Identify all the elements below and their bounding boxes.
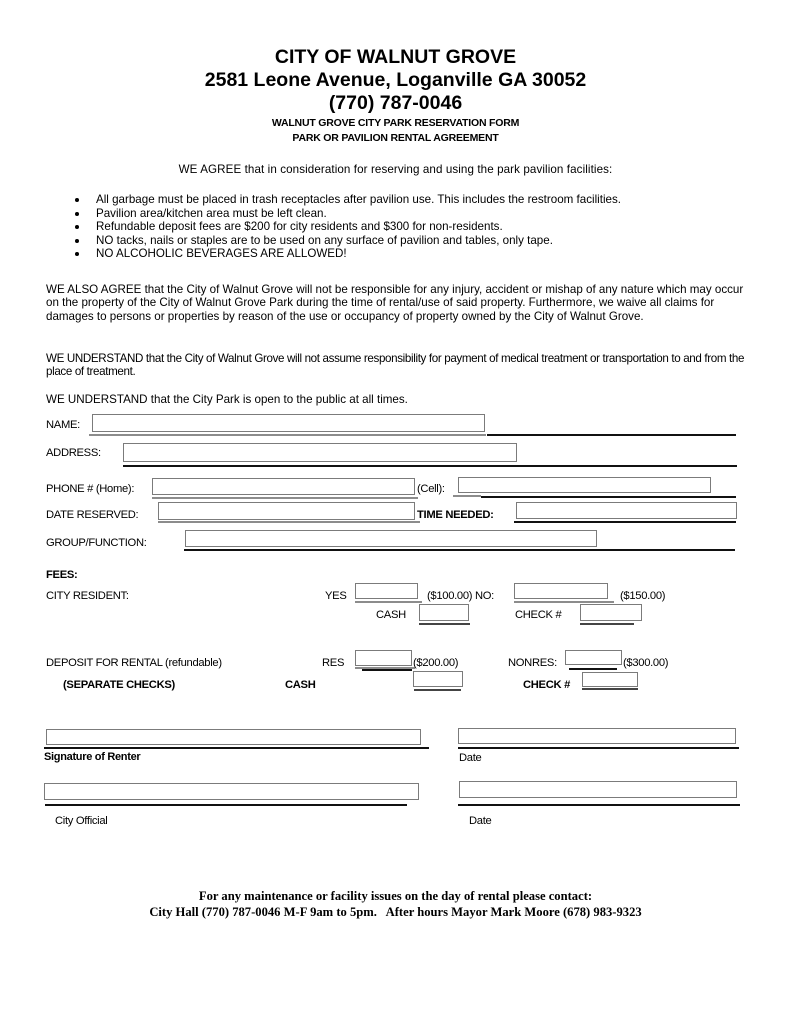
bullet-icon — [75, 225, 79, 229]
name-underline-ext — [487, 434, 736, 436]
date-reserved-label: DATE RESERVED: — [46, 509, 139, 521]
date-reserved-underline — [158, 521, 420, 523]
footer-contact-intro: For any maintenance or facility issues on the day of rental please contact: — [198, 889, 593, 903]
separate-checks-note: (SEPARATE CHECKS) — [63, 679, 175, 691]
renter-signature-input[interactable] — [46, 729, 421, 745]
resident-check-input[interactable] — [580, 604, 642, 621]
deposit-res-input[interactable] — [355, 650, 412, 666]
phone-cell-underline-ext — [481, 496, 736, 498]
phone-cell-input[interactable] — [458, 477, 711, 493]
resident-no-input[interactable] — [514, 583, 608, 599]
rule-item: Refundable deposit fees are $200 for city residents and $300 for non-residents. — [72, 220, 621, 234]
resident-yes-underline — [355, 601, 422, 603]
form-title: WALNUT GROVE CITY PARK RESERVATION FORM — [271, 117, 520, 129]
name-input[interactable] — [92, 414, 485, 432]
name-underline — [89, 434, 486, 436]
rule-item: NO tacks, nails or staples are to be used on any surface of pavilion and tables, only tape. — [72, 234, 621, 248]
deposit-cash-underline — [414, 689, 461, 691]
city-resident-label: CITY RESIDENT: — [46, 590, 129, 602]
phone-home-label: PHONE # (Home): — [46, 483, 135, 495]
rule-item: Pavilion area/kitchen area must be left clean. — [72, 207, 621, 221]
deposit-nonres-label: NONRES: — [508, 657, 557, 669]
deposit-check-underline — [582, 688, 638, 690]
time-needed-underline — [514, 521, 736, 523]
yes-amount: ($100.00) NO: — [427, 590, 494, 602]
deposit-res-amount: ($200.00) — [413, 657, 459, 669]
yes-label: YES — [325, 590, 347, 602]
official-signature-label: City Official — [55, 815, 108, 827]
renter-date-label: Date — [459, 752, 482, 764]
time-needed-input[interactable] — [516, 502, 737, 519]
deposit-cash-input[interactable] — [413, 671, 463, 687]
deposit-res-label: RES — [322, 657, 345, 669]
resident-check-label: CHECK # — [515, 609, 562, 621]
rule-item: NO ALCOHOLIC BEVERAGES ARE ALLOWED! — [72, 247, 621, 261]
rules-list — [72, 193, 621, 261]
deposit-nonres-amount: ($300.00) — [623, 657, 669, 669]
bullet-icon — [75, 198, 79, 202]
resident-yes-input[interactable] — [355, 583, 418, 599]
official-date-line — [458, 804, 740, 806]
official-signature-input[interactable] — [44, 783, 419, 800]
understand-medical-paragraph: WE UNDERSTAND that the City of Walnut Grove will not assume responsibility for payment of medical treatment or transportation to and from the place of treatment. — [46, 352, 745, 379]
no-amount: ($150.00) — [620, 590, 666, 602]
address-label: ADDRESS: — [46, 447, 101, 459]
official-date-input[interactable] — [459, 781, 737, 798]
renter-signature-label: Signature of Renter — [44, 751, 141, 763]
group-function-input[interactable] — [185, 530, 597, 547]
form-subtitle: PARK OR PAVILION RENTAL AGREEMENT — [292, 132, 499, 144]
date-reserved-input[interactable] — [158, 502, 415, 520]
also-agree-paragraph: WE ALSO AGREE that the City of Walnut Grove will not be responsible for any injury, accident or mishap of any nature which may occur on the property of the City of Walnut Grove Park during the time of rental/use of said property. Furthermore, we waive all claims for damages to persons or properties by reason of the use or occupancy of property owned by the City of Walnut Grove. — [46, 283, 744, 323]
city-name: CITY OF WALNUT GROVE — [274, 46, 517, 68]
deposit-nonres-underline — [569, 668, 617, 670]
understand-public-paragraph: WE UNDERSTAND that the City Park is open to the public at all times. — [46, 393, 408, 406]
official-signature-line — [45, 804, 407, 806]
resident-check-underline — [580, 623, 634, 625]
city-address: 2581 Leone Avenue, Loganville GA 30052 — [204, 69, 587, 91]
deposit-label: DEPOSIT FOR RENTAL (refundable) — [46, 657, 222, 669]
official-date-label: Date — [469, 815, 492, 827]
renter-signature-line — [44, 747, 429, 749]
deposit-res-underline — [362, 669, 412, 671]
agreement-intro: WE AGREE that in consideration for reserving and using the park pavilion facilities: — [178, 163, 613, 176]
resident-cash-input[interactable] — [419, 604, 469, 621]
resident-cash-label: CASH — [376, 609, 406, 621]
deposit-check-label: CHECK # — [523, 679, 571, 691]
phone-home-underline — [152, 497, 418, 499]
deposit-nonres-input[interactable] — [565, 650, 622, 665]
footer-contact-details: City Hall (770) 787-0046 M-F 9am to 5pm. After hours Mayor Mark Moore (678) 983-9323 — [149, 905, 642, 919]
resident-no-underline — [514, 601, 614, 603]
phone-cell-underline — [453, 495, 481, 497]
bullet-icon — [75, 212, 79, 216]
phone-cell-label: (Cell): — [417, 483, 445, 495]
renter-date-line — [458, 747, 739, 749]
address-input[interactable] — [123, 443, 517, 462]
time-needed-label: TIME NEEDED: — [417, 509, 494, 521]
group-function-label: GROUP/FUNCTION: — [46, 537, 147, 549]
renter-date-input[interactable] — [458, 728, 736, 744]
bullet-icon — [75, 252, 79, 256]
fees-heading: FEES: — [46, 569, 78, 581]
name-label: NAME: — [46, 419, 80, 431]
address-underline — [123, 465, 737, 467]
deposit-cash-label: CASH — [285, 679, 316, 691]
rule-item: All garbage must be placed in trash receptacles after pavilion use. This includes the restroom facilities. — [72, 193, 621, 207]
city-phone: (770) 787-0046 — [328, 92, 463, 114]
resident-cash-underline — [419, 623, 470, 625]
deposit-check-input[interactable] — [582, 672, 638, 687]
bullet-icon — [75, 239, 79, 243]
phone-home-input[interactable] — [152, 478, 415, 495]
group-function-underline — [184, 549, 735, 551]
